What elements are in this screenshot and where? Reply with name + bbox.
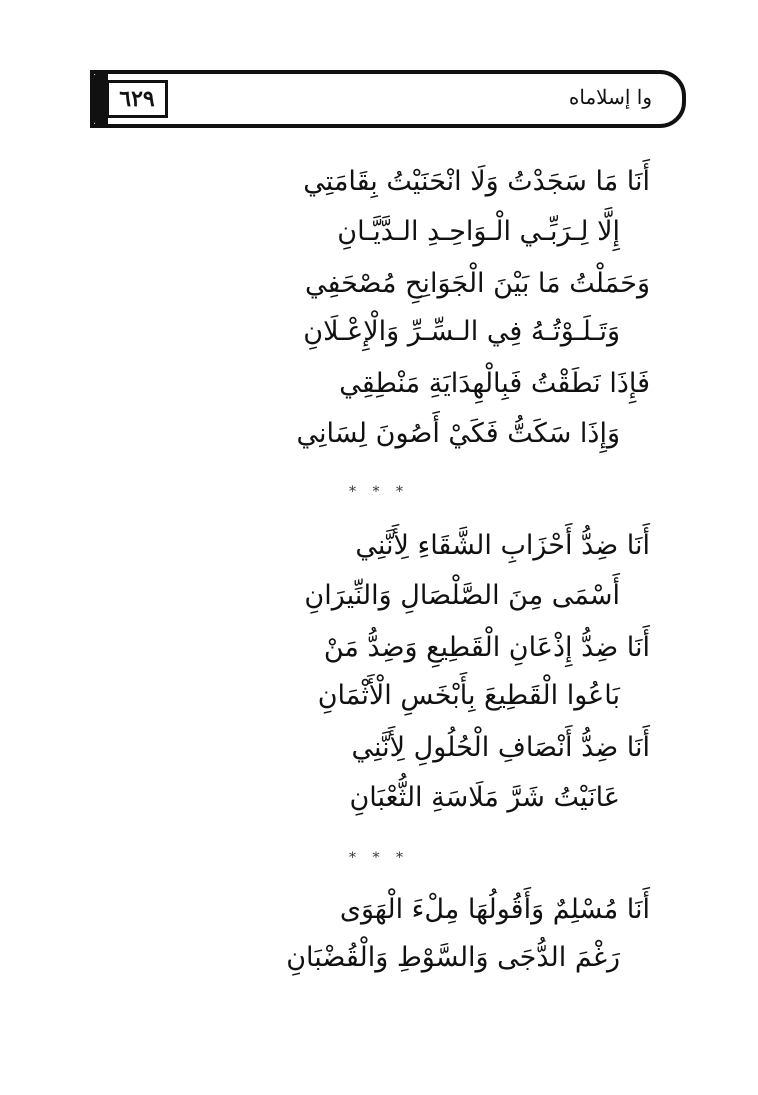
verse-line: وَحَمَلْتُ مَا بَيْنَ الْجَوَانِحِ مُصْحَفِي [304,268,650,299]
verse-line: أَنَا مَا سَجَدْتُ وَلَا انْحَنَيْتُ بِقَامَتِي [303,166,650,197]
verse-line: وَتَـلَـوْتُـهُ فِي الـسِّـرِّ وَالْإِعْـلَانِ [303,316,620,347]
verse-line: إِلَّا لِـرَبِّـي الْـوَاحِـدِ الـدَّيَّـانِ [337,216,620,247]
section-divider: * * * [349,850,409,866]
running-title: وا إسلاماه [568,85,652,109]
page-header [90,70,686,128]
verse-line: أَسْمَى مِنَ الصَّلْصَالِ وَالنِّيرَانِ [304,580,620,611]
verse-line: فَإِذَا نَطَقْتُ فَبِالْهِدَايَةِ مَنْطِقِي [339,368,650,399]
section-divider: * * * [349,484,409,500]
verse-line: بَاعُوا الْقَطِيعَ بِأَبْخَسِ الْأَثْمَانِ [317,680,620,711]
verse-line: أَنَا ضِدُّ أَحْزَابِ الشَّقَاءِ لِأَنَّنِي [355,530,650,561]
page-number: ٦٢٩ [106,80,168,118]
verse-line: رَغْمَ الدُّجَى وَالسَّوْطِ وَالْقُضْبَانِ [286,942,620,973]
verse-line: أَنَا مُسْلِمٌ وَأَقُولُهَا مِلْءَ الْهَوَى [339,894,650,925]
verse-line: عَانَيْتُ شَرَّ مَلَاسَةِ الثُّعْبَانِ [349,782,620,813]
verse-line: أَنَا ضِدُّ إِذْعَانِ الْقَطِيعِ وَضِدُّ مَنْ [323,632,650,663]
verse-line: وَإِذَا سَكَتُّ فَكَيْ أَصُونَ لِسَانِي [296,418,620,449]
verse-line: أَنَا ضِدُّ أَنْصَافِ الْحُلُولِ لِأَنَّنِي [351,732,650,763]
